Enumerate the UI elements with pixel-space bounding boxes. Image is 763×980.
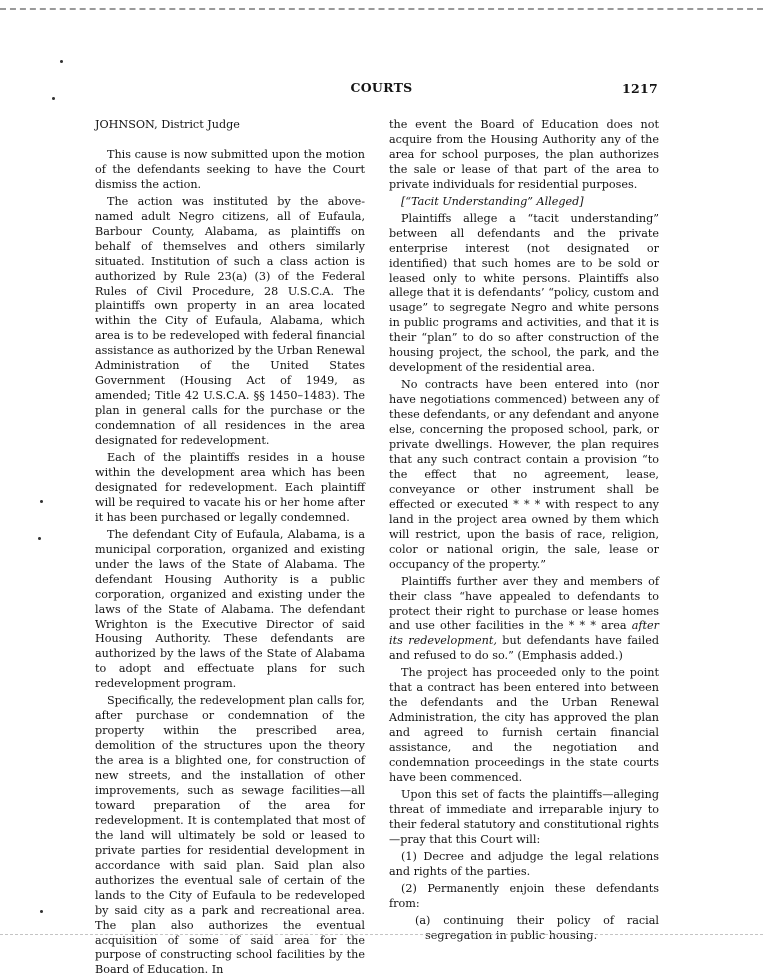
scan-speck <box>40 910 43 913</box>
paragraph-aver <box>389 575 659 665</box>
page-number: 1217 <box>622 81 658 96</box>
scan-top-edge <box>0 0 763 10</box>
text-run: Plaintiffs further aver they and members of their class “have appealed to defendants to protect their right to purchase or lease homes and use other facilities in the * * * area <box>389 574 659 633</box>
paragraph: The defendant City of Eufaula, Alabama, is a municipal corporation, organized and existing under the laws of the State of Alabama. The defendant Housing Authority is a public corporation, organized and existing under the laws of the State of Alabama. The defendant Wrighton is the Executive Director of said Housing Authority. These defendants are authorized by the laws of the State of Alabama to adopt and effectuate plans for such redevelopment program. <box>95 527 365 691</box>
running-head-title: COURTS <box>350 80 413 95</box>
section-subheading: [“Tacit Understanding” Alleged] <box>401 194 584 208</box>
paragraph: Each of the plaintiffs resides in a house within the development area which has been designated for redevelopment. Each plaintiff will be required to vacate his or her home after it has been purchased or legally condemned. <box>95 451 365 524</box>
emphasized-text: after its redevelopment, <box>389 619 659 648</box>
paragraph: The action was instituted by the above-named adult Negro citizens, all of Eufaula, Barbour County, Alabama, as plaintiffs on behalf of themselves and others similarly situated. Institution of such a class action is authorized by Rule 23(a) (3) of the Federal Rules of Civil Procedure, 28 U.S.C.A. The plaintiffs own property in an area located within the City of Eufaula, Alabama, which area is to be redeveloped with federal financial assistance as authorized by the Urban Renewal Administration of the United States Government (Housing Act of 1949, as amended; Title 42 U.S.C.A. §§ 1450–1483). The plan in general calls for the purchase or the condemnation of all residences in the area designated for redevelopment. <box>95 194 365 448</box>
left-column <box>95 118 365 980</box>
scan-bottom-edge <box>0 934 763 939</box>
paragraph: Upon this set of facts the plaintiffs—alleging threat of immediate and irreparable injury to their federal statutory and constitutional rights—pray that this Court will: <box>389 787 659 846</box>
paragraph: (1) Decree and adjudge the legal relations and rights of the parties. <box>389 849 659 878</box>
text-run: but defendants have failed and refused to do so.” (Emphasis added.) <box>389 634 659 663</box>
paragraph: This cause is now submitted upon the motion of the defendants seeking to have the Court dismiss the action. <box>95 147 365 191</box>
enumerated-item: (a) continuing their policy of racial segregation in public housing. <box>415 913 659 942</box>
paragraph: The project has proceeded only to the point that a contract has been entered into between the defendants and the Urban Renewal Administration, the city has approved the plan and agreed to furnish certain financial assistance, and the negotiation and condemnation proceedings in the state courts have been commenced. <box>389 666 659 784</box>
paragraph: Specifically, the redevelopment plan calls for, after purchase or condemnation of the property within the prescribed area, demolition of the structures upon the theory the area is a blighted one, for construction of new streets, and the installation of other improvements, such as sewage facilities—all toward preparation of the area for redevelopment. It is contemplated that most of the land will ultimately be sold or leased to private parties for residential development in accordance with said plan. Said plan also authorizes the eventual sale of certain of the lands to the City of Eufaula to be redeveloped by said city as a park and recreational area. The plan also authorizes the eventual acquisition of some of said area for the purpose of constructing school facilities by the Board of Education. In <box>95 694 365 977</box>
paragraph: No contracts have been entered into (nor have negotiations commenced) between any of these defendants, or any defendant and anyone else, concerning the proposed school, park, or private dwellings. However, the plan requires that any such contract contain a provision “to the effect that no agreement, lease, conveyance or other instrument shall be effected or executed * * * with respect to any land in the project area owned by them which will restrict, upon the basis of race, religion, color or national origin, the sale, lease or occupancy of the property.” <box>389 378 659 571</box>
paragraph-continuation: the event the Board of Education does not acquire from the Housing Authority any of the area for school purposes, the plan authorizes the sale or lease of that part of the area to private individuals for residential purposes. <box>389 118 659 191</box>
scan-speck <box>60 60 63 63</box>
paragraph: (2) Permanently enjoin these defendants from: <box>389 881 659 910</box>
paragraph: Plaintiffs allege a “tacit understanding” between all defendants and the private enterprise interest (not designated or identified) that such homes are to be sold or leased only to white persons. Plaintiffs also allege that it is defendants’ “policy, custom and usage” to segregate Negro and white persons in public programs and activities, and that it is their “plan” to do so after construction of the housing project, the school, the park, and the development of the residential area. <box>389 211 659 375</box>
judge-byline: JOHNSON, District Judge <box>95 118 240 131</box>
scan-speck <box>38 537 41 540</box>
running-head <box>0 80 763 98</box>
scan-speck <box>40 500 43 503</box>
right-column <box>389 118 659 945</box>
